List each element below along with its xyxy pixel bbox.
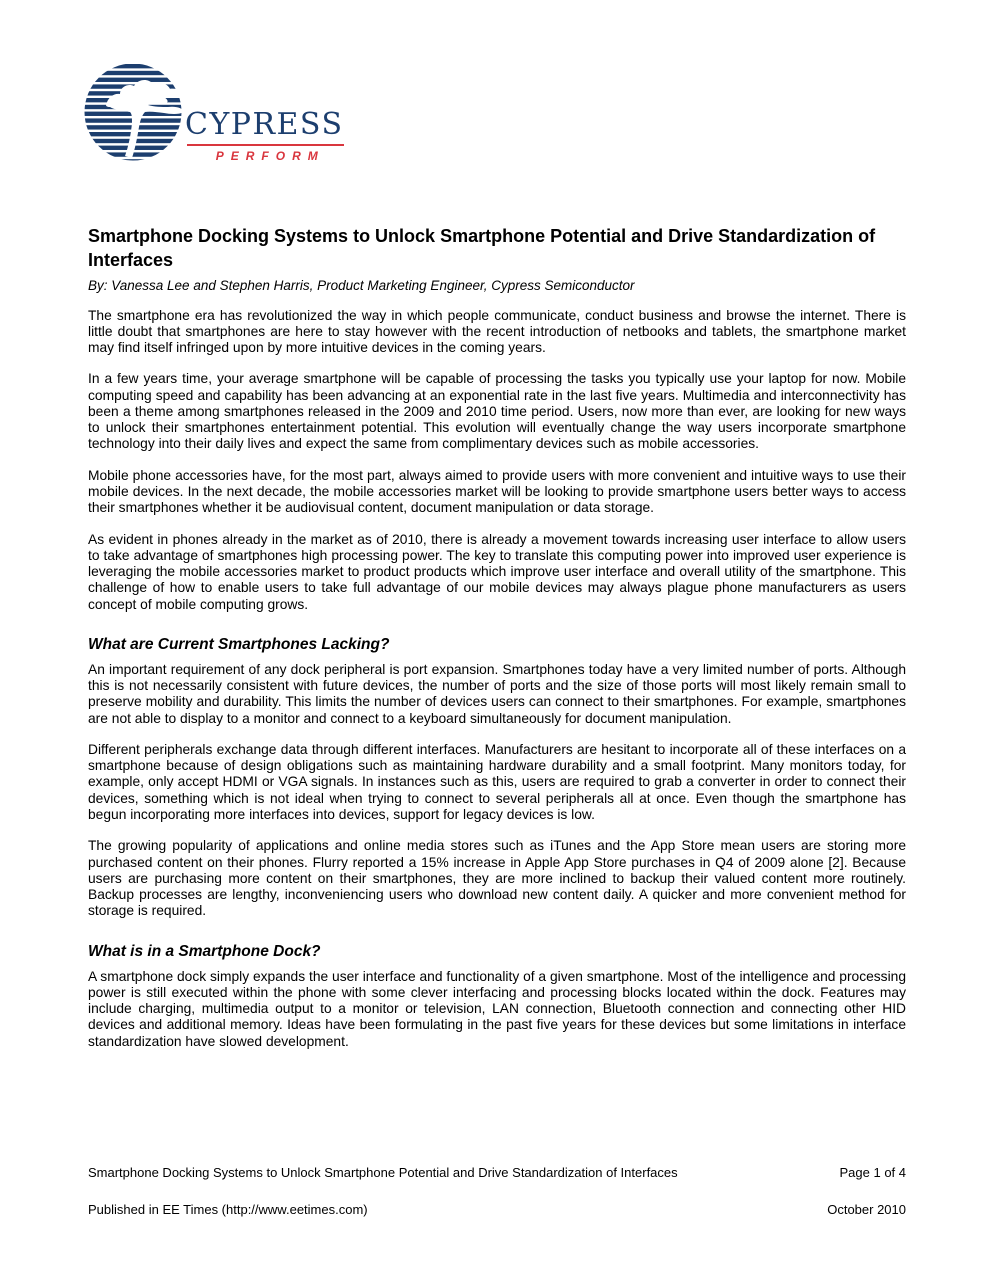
cypress-globe-icon xyxy=(84,63,188,161)
page-footer xyxy=(88,1165,906,1217)
brand-block xyxy=(185,107,344,163)
brand-rule xyxy=(187,144,344,146)
article xyxy=(88,224,906,1065)
brand-name: CYPRESS xyxy=(185,107,344,142)
paragraph: The growing popularity of applications and online media stores such as iTunes and the App Store mean users are storing more purchased content on their phones. Flurry reported a 15% increase in Apple App Store purchases in Q4 of 2009 alone [2]. Because users are purchasing more content on their smartphones, they are more inclined to backup their valued content more routinely. Backup processes are lengthy, inconveniencing users who download new content daily. A quicker and more convenient method for storage is required. xyxy=(88,838,906,919)
paragraph: The smartphone era has revolutionized the way in which people communicate, conduct business and browse the internet. There is little doubt that smartphones are here to stay however with the recent introduction of netbooks and tablets, the smartphone market may find itself infringed upon by more intuitive devices in the coming years. xyxy=(88,307,906,356)
cypress-logo xyxy=(84,63,344,163)
paragraph: Mobile phone accessories have, for the most part, always aimed to provide users with more convenient and intuitive ways to use their mobile devices. In the next decade, the mobile accessories market will be looking to provide smartphone users better ways to access their smartphones whether it be audiovisual content, document manipulation or data storage. xyxy=(88,467,906,516)
article-byline: By: Vanessa Lee and Stephen Harris, Product Marketing Engineer, Cypress Semiconductor xyxy=(88,277,635,293)
paragraph: As evident in phones already in the market as of 2010, there is already a movement towards increasing user interface to allow users to take advantage of smartphones high processing power. The key to translate this computing power into improved user experience is leveraging the mobile accessories market to product products which improve user interface and overall utility of the smartphone. This challenge of how to enable users to take full advantage of our mobile devices may always plague phone manufacturers as users concept of mobile computing grows. xyxy=(88,531,906,612)
footer-publication: Published in EE Times (http://www.eetimes.com) xyxy=(88,1202,368,1217)
footer-document-title: Smartphone Docking Systems to Unlock Smartphone Potential and Drive Standardization of Interfaces xyxy=(88,1165,678,1180)
footer-row-publication xyxy=(88,1202,906,1217)
section-heading: What is in a Smartphone Dock? xyxy=(88,942,321,960)
footer-row-title xyxy=(88,1165,906,1180)
footer-date: October 2010 xyxy=(827,1202,906,1217)
brand-tagline: PERFORM xyxy=(215,149,325,163)
article-title: Smartphone Docking Systems to Unlock Smartphone Potential and Drive Standardization of Interfaces xyxy=(88,226,876,271)
paragraph: A smartphone dock simply expands the user interface and functionality of a given smartphone. Most of the intelligence and processing power is still executed within the phone with some clever interfacing and processing blocks located within the dock. Features may include charging, multimedia output to a monitor or television, LAN connection, Bluetooth connection and connecting other HID devices and additional memory. Ideas have been formulating in the past five years for these devices but some limitations in interface standardization have slowed development. xyxy=(88,968,906,1049)
paragraph: In a few years time, your average smartphone will be capable of processing the tasks you typically use your laptop for now. Mobile computing speed and capability has been advancing at an exponential rate in the last five years. Multimedia and interconnectivity has been a theme among smartphones released in the 2009 and 2010 time period. Users, now more than ever, are looking for new ways to unlock their smartphones entertainment potential. This evolution will eventually change the way users incorporate smartphone technology into their daily lives and expect the same from complimentary devices such as mobile accessories. xyxy=(88,371,906,452)
paragraph: An important requirement of any dock peripheral is port expansion. Smartphones today have a very limited number of ports. Although this is not necessarily consistent with future devices, the number of ports and the size of those ports will most likely remain small to preserve mobility and durability. This limits the number of devices users can connect to their smartphones. For example, smartphones are not able to display to a monitor and connect to a keyboard simultaneously for document manipulation. xyxy=(88,661,906,726)
section-heading: What are Current Smartphones Lacking? xyxy=(88,635,390,653)
paragraph: Different peripherals exchange data through different interfaces. Manufacturers are hesitant to incorporate all of these interfaces on a smartphone because of design obligations such as maintaining hardware durability and a small footprint. Many monitors today, for example, only accept HDMI or VGA signals. In instances such as this, users are required to grab a converter in order to connect their devices, something which is not ideal when trying to connect to several peripherals all at once. Even though the smartphone has begun incorporating more interfaces into devices, support for legacy devices is low. xyxy=(88,741,906,822)
footer-page-number: Page 1 of 4 xyxy=(839,1165,906,1180)
